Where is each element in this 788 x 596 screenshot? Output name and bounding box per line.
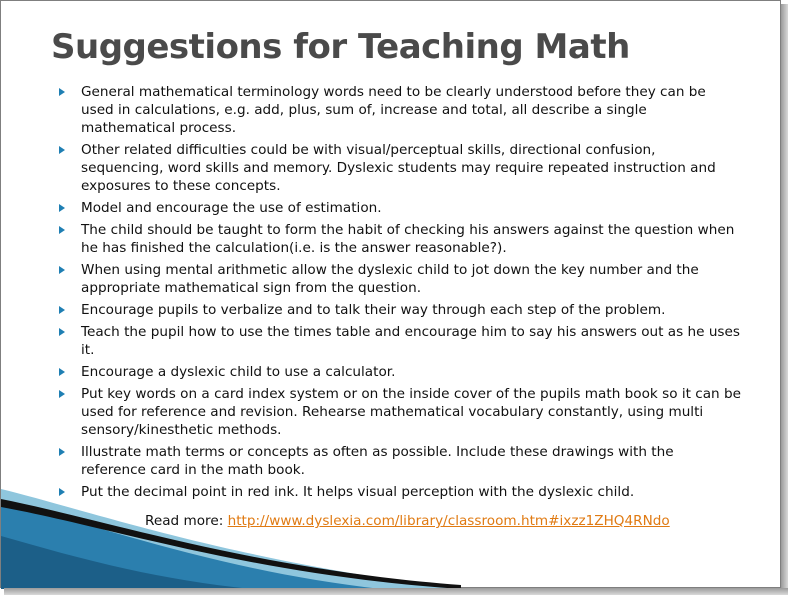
- bullet-text: Model and encourage the use of estimation.: [81, 200, 382, 216]
- bullet-text: Encourage pupils to verbalize and to talk their way through each step of the problem.: [81, 302, 666, 318]
- bullet-text: When using mental arithmetic allow the dyslexic child to jot down the key number and the appropriate mathematical sign from the question.: [81, 262, 699, 296]
- list-item: [57, 301, 741, 319]
- list-item: [57, 83, 741, 137]
- bullet-text: Teach the pupil how to use the times table and encourage him to say his answers out as he uses it.: [81, 324, 740, 358]
- triangle-bullet-icon: [59, 88, 65, 96]
- triangle-bullet-icon: [59, 226, 65, 234]
- bullet-text: Put key words on a card index system or on the inside cover of the pupils math book so it can be used for reference and revision. Rehearse mathematical vocabulary constantly, using multi sensory/kinesthetic methods.: [81, 386, 741, 438]
- bullet-list: [57, 83, 741, 505]
- bullet-text: The child should be taught to form the habit of checking his answers against the question when he has finished the calculation(i.e. is the answer reasonable?).: [81, 222, 735, 256]
- read-more-label: Read more:: [145, 513, 228, 529]
- list-item: [57, 363, 741, 381]
- bullet-text: Illustrate math terms or concepts as often as possible. Include these drawings with the reference card in the math book.: [81, 444, 674, 478]
- triangle-bullet-icon: [59, 204, 65, 212]
- list-item: [57, 443, 741, 479]
- list-item: [57, 323, 741, 359]
- triangle-bullet-icon: [59, 448, 65, 456]
- list-item: [57, 221, 741, 257]
- triangle-bullet-icon: [59, 328, 65, 336]
- bullet-text: General mathematical terminology words need to be clearly understood before they can be used in calculations, e.g. add, plus, sum of, increase and total, all describe a single mathematical process.: [81, 84, 706, 136]
- triangle-bullet-icon: [59, 390, 65, 398]
- list-item: [57, 385, 741, 439]
- slide-shadow-right: [781, 4, 788, 595]
- bullet-text: Put the decimal point in red ink. It helps visual perception with the dyslexic child.: [81, 484, 635, 500]
- list-item: [57, 261, 741, 297]
- bullet-text: Encourage a dyslexic child to use a calculator.: [81, 364, 396, 380]
- bullet-text: Other related difficulties could be with visual/perceptual skills, directional confusion, sequencing, word skills and memory. Dyslexic students may require repeated instruction and exposures to these concepts.: [81, 142, 716, 194]
- slide-title: Suggestions for Teaching Math: [51, 27, 630, 67]
- triangle-bullet-icon: [59, 266, 65, 274]
- triangle-bullet-icon: [59, 368, 65, 376]
- list-item: [57, 199, 741, 217]
- slide-shadow-bottom: [4, 588, 788, 595]
- triangle-bullet-icon: [59, 146, 65, 154]
- list-item: [57, 141, 741, 195]
- read-more-link[interactable]: http://www.dyslexia.com/library/classroom.htm#ixzz1ZHQ4RNdo: [227, 513, 670, 529]
- decorative-swoosh: [1, 481, 461, 596]
- triangle-bullet-icon: [59, 306, 65, 314]
